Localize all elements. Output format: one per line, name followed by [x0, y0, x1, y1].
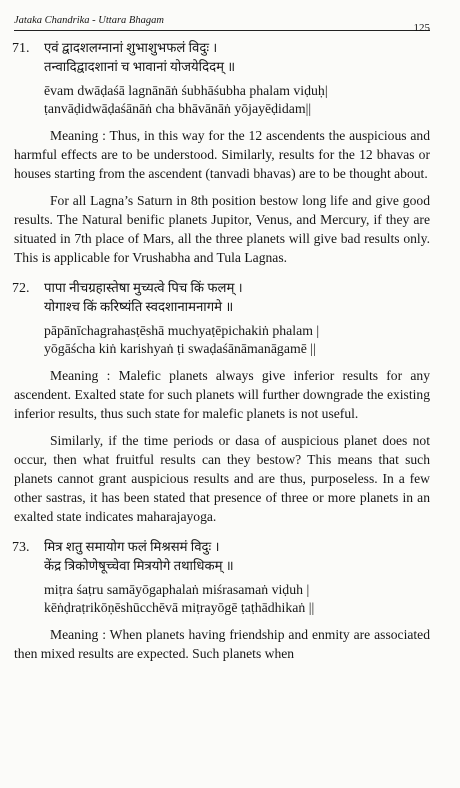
running-head: Jataka Chandrika - Uttara Bhagam: [14, 15, 164, 26]
commentary-paragraph: For all Lagna’s Saturn in 8th position bestow long life and give good results. The Natural benific planets Jupitor, Venus, and Mercury, if they are situated in 7th place of Mars, all the three planets will give bad results only. This is applicable for Vrushabha and Tula Lagnas.: [14, 193, 430, 265]
verse-71: [12, 39, 434, 267]
devanagari-line: केंद्र त्रिकोणेषूच्चेवा मित्रयोगे तथाधिकम् ॥: [44, 558, 234, 573]
devanagari-line: 71. एवं द्वादशलग्नानां शुभाशुभफलं विदुः ।: [12, 40, 218, 56]
commentary-paragraph: Similarly, if the time periods or dasa of auspicious planet does not occur, then what fruitful results can they bestow? This means that such planets cannot grant auspicious results and are thus, purposeless. In a few other sastras, it has been stated that presence of three or more planets in an exalted state indicates maharajayoga.: [14, 433, 430, 524]
transliteration-line: kēṅḍraṭrikōṇēshūcchēvā miṭrayōgē ṭaṭhādhikaṅ ||: [44, 600, 315, 615]
transliteration-line: ṭanvāḍidwāḍaśānāṅ cha bhāvānāṅ yōjayēḍidam||: [44, 101, 312, 116]
page-number: 125: [413, 22, 430, 34]
verse-72: [12, 279, 434, 526]
verse-number: 73.: [12, 540, 30, 555]
transliteration-line: miṭra śaṭru samāyōgaphalaṅ miśrasamaṅ viḍuh |: [44, 582, 310, 597]
verse-number: 72.: [12, 281, 30, 296]
transliteration-line: ēvam dwāḍaśā lagnānāṅ śubhāśubha phalam viḍuḥ|: [44, 83, 328, 98]
verse-number: 71.: [12, 41, 30, 56]
transliteration-line: yōgāścha kiṅ karishyaṅ ṭi swaḍaśānāmanāgamē ||: [44, 341, 316, 356]
devanagari-line: योगाश्च किं करिष्यंति स्वदशानामनागमे ॥: [44, 299, 234, 314]
transliteration-line: pāpānīchagrahasṭēshā muchyaṭēpichakiṅ phalam |: [44, 323, 320, 338]
meaning-paragraph: Meaning : When planets having friendship and enmity are associated then mixed results are expected. Such planets when: [14, 627, 430, 661]
devanagari-line: 72. पापा नीचग्रहास्तेषा मुच्यत्वे पिच किं फलम् ।: [12, 280, 243, 296]
transliteration: [12, 82, 434, 118]
transliteration: [12, 581, 434, 617]
devanagari-line: 73. मित्र शतु समायोग फलं मिश्रसमं विदुः ।: [12, 539, 220, 555]
meaning-paragraph: Meaning : Thus, in this way for the 12 ascendents the auspicious and harmful effects are to be understood. Similarly, results for the 12 bhavas or houses starting from the ascendent (tanvadi bhavas) are to be thought about.: [14, 128, 430, 181]
meaning-paragraph: Meaning : Malefic planets always give inferior results for any ascendent. Exalted state for such planets will further downgrade the existing inferior results, thus such state for malefic planets is not useful.: [14, 368, 430, 421]
verse-73: [12, 538, 434, 663]
devanagari-line: तन्वादिद्वादशानां च भावानां योजयेदिदम् ॥: [44, 59, 236, 74]
page-header: [14, 14, 430, 34]
transliteration: [12, 322, 434, 358]
